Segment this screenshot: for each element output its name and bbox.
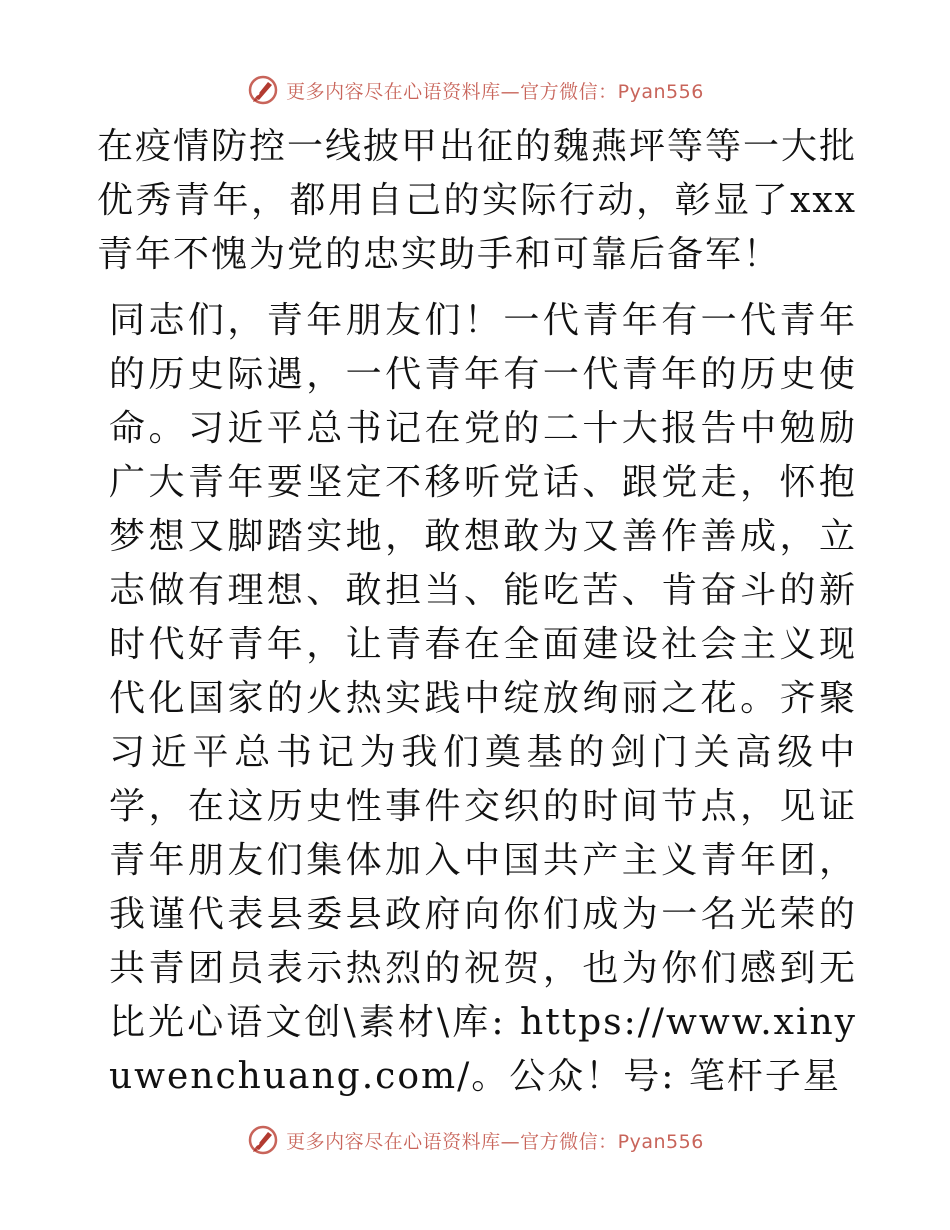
paragraph-2: 同志们，青年朋友们！一代青年有一代青年的历史际遇，一代青年有一代青年的历史使命。习近平总书记在党的二十大报告中勉励广大青年要坚定不移听党话、跟党走，怀抱梦想又脚踏实地，敢想敢为又善作善成，立志做有理想、敢担当、能吃苦、肯奋斗的新时代好青年，让青春在全面建设社会主义现代化国家的火热实践中绽放绚丽之花。齐聚习近平总书记为我们奠基的剑门关高级中学，在这历史性事件交织的时间节点，见证青年朋友们集体加入中国共产主义青年团，我谨代表县委县政府向你们成为一名光荣的共青团员表示热烈的祝贺，也为你们感到无比光心语文创\素材\库: https://www.xinyuwenchuang.com/。公众！号: 笔杆子星 xyxy=(109,300,857,1097)
footer-watermark-text: 更多内容尽在心语资料库—官方微信：Pyan556 xyxy=(286,1130,704,1153)
quill-pen-logo-icon xyxy=(246,1123,280,1157)
footer-watermark-banner xyxy=(0,1120,950,1160)
header-watermark-text: 更多内容尽在心语资料库—官方微信：Pyan556 xyxy=(286,80,704,103)
quill-pen-logo-icon xyxy=(246,73,280,107)
header-watermark-banner xyxy=(0,70,950,110)
document-body xyxy=(97,120,857,1104)
paragraph-1: 在疫情防控一线披甲出征的魏燕坪等等一大批优秀青年，都用自己的实际行动，彰显了xxx青年不愧为党的忠实助手和可靠后备军！ xyxy=(97,126,858,275)
